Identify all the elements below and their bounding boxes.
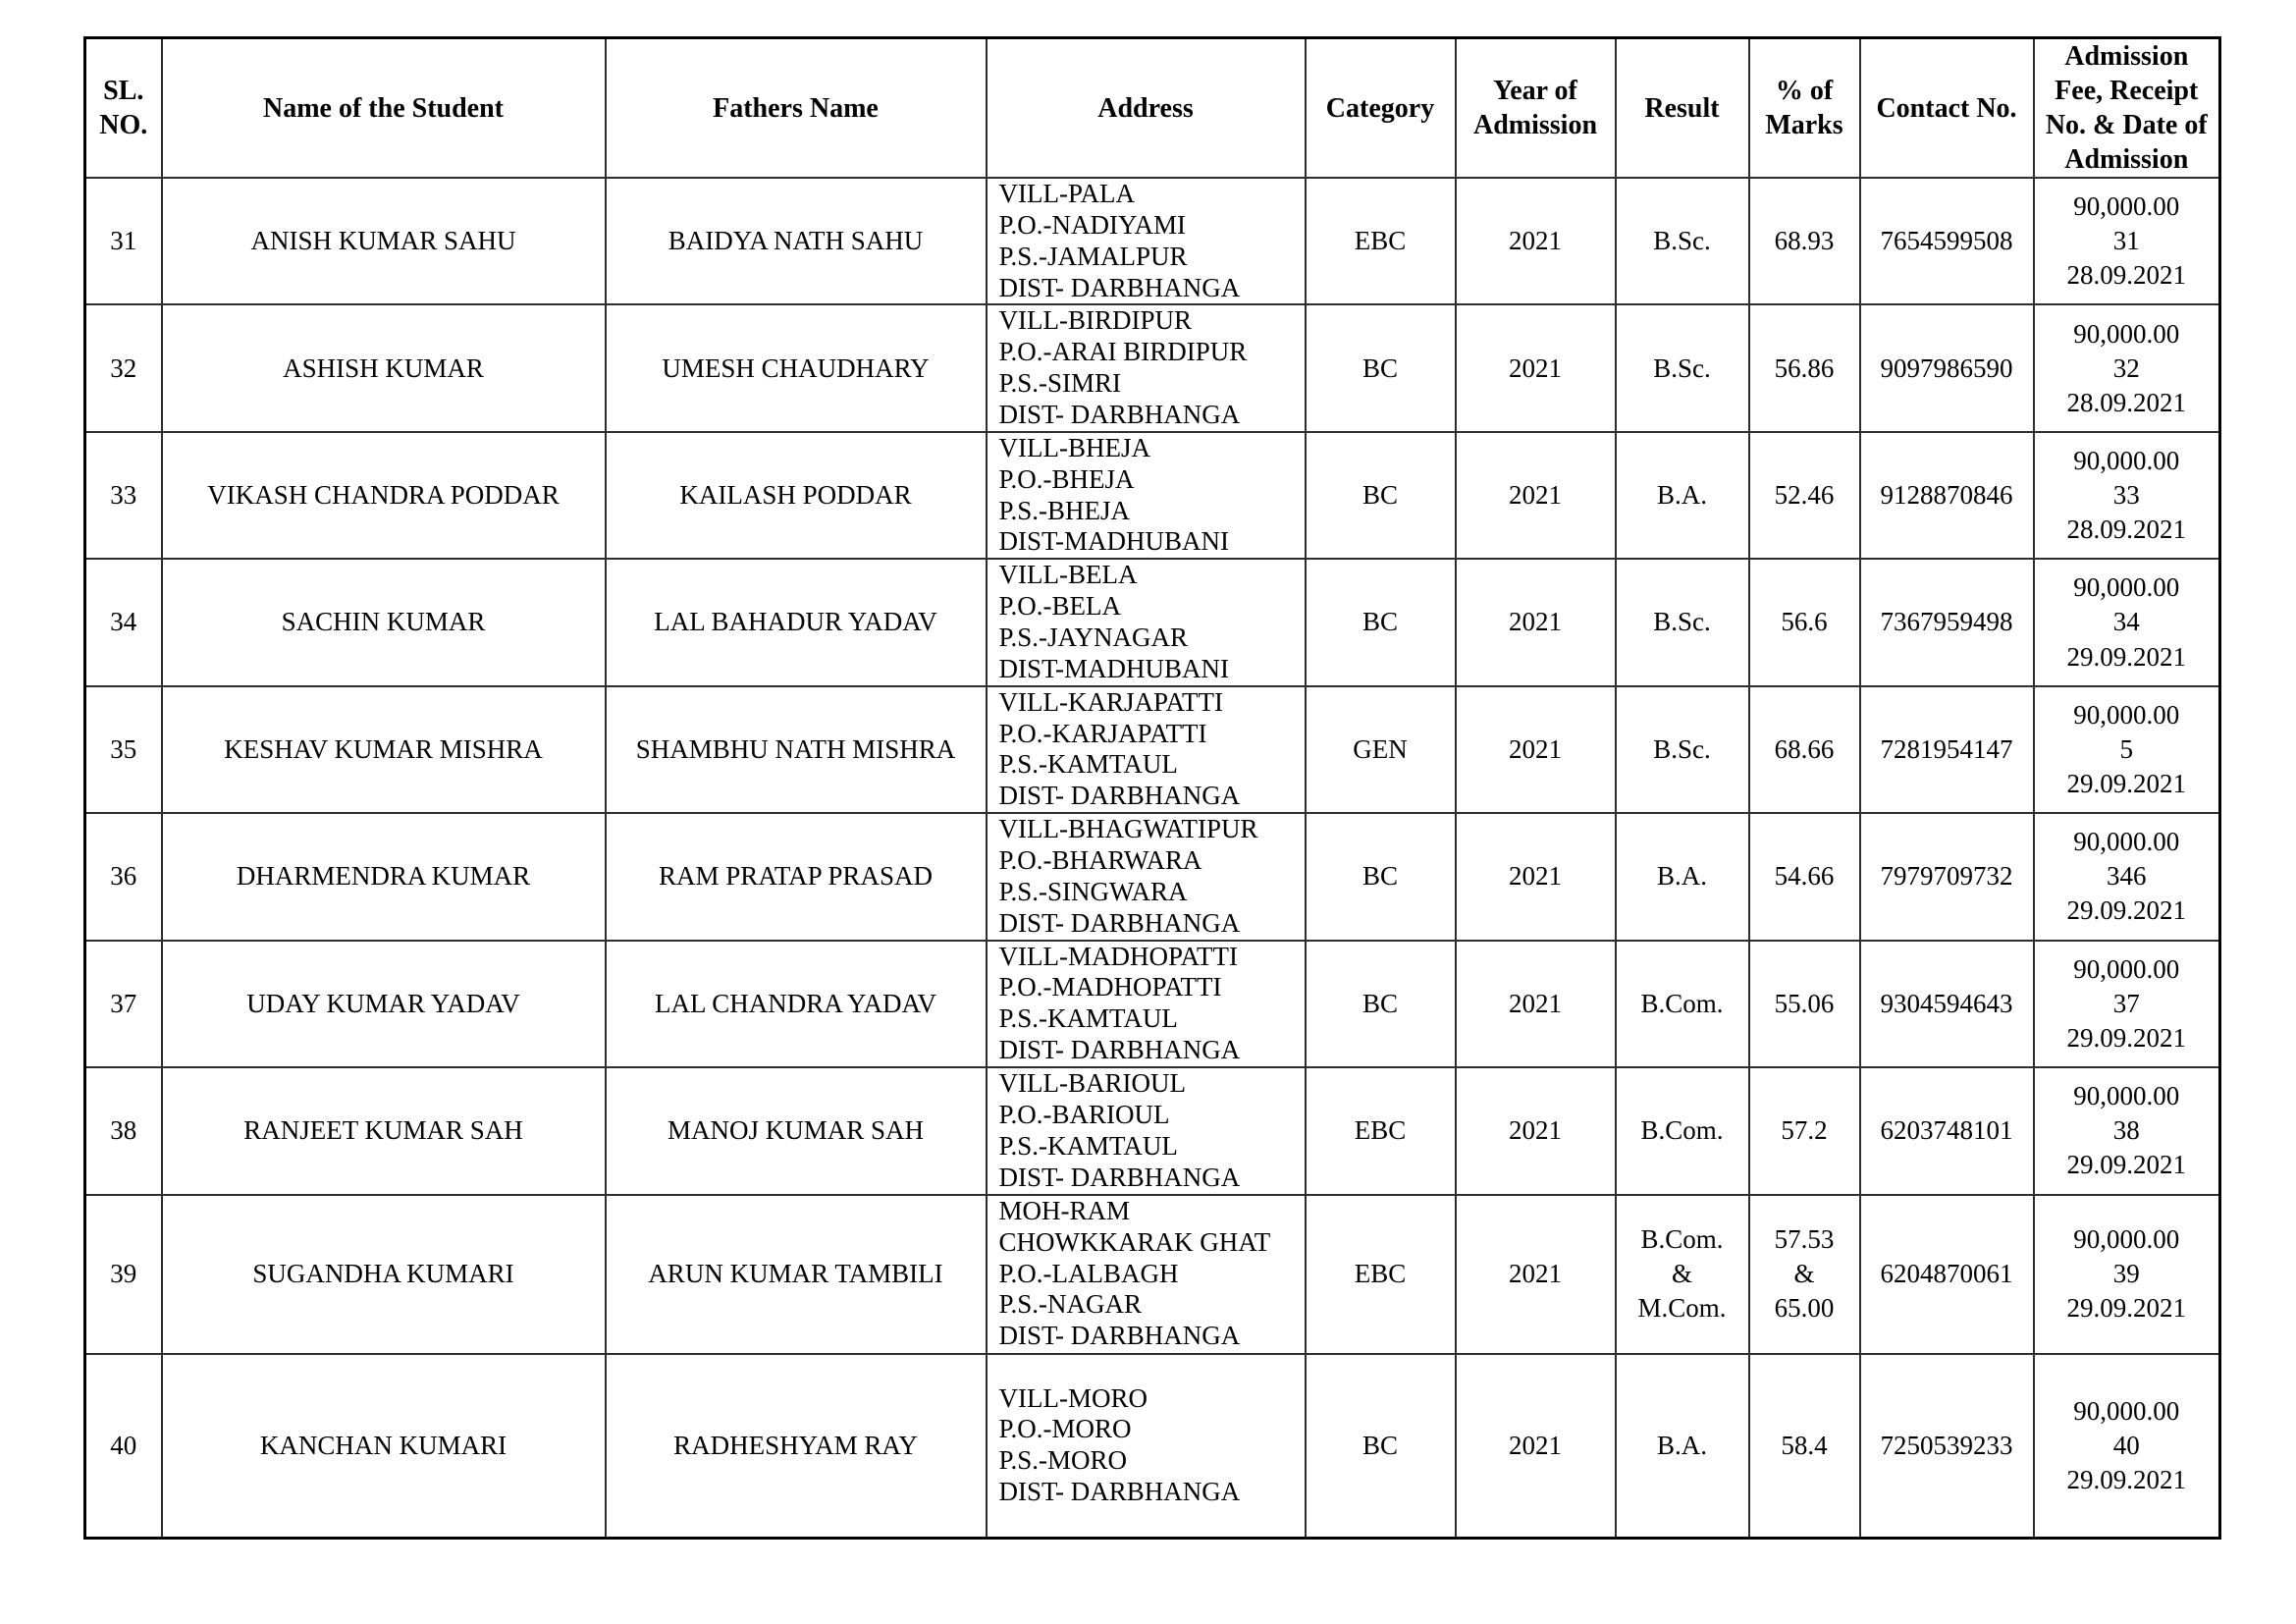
cell-fee: 90,000.00 39 29.09.2021 [2034, 1195, 2220, 1354]
header-row [85, 38, 2220, 179]
cell-contact: 7250539233 [1860, 1354, 2034, 1539]
cell-contact: 9128870846 [1860, 432, 2034, 559]
cell-name: ANISH KUMAR SAHU [162, 178, 606, 304]
cell-marks: 57.53 & 65.00 [1749, 1195, 1860, 1354]
cell-marks: 68.66 [1749, 686, 1860, 813]
table-row [85, 1195, 2220, 1354]
cell-name: VIKASH CHANDRA PODDAR [162, 432, 606, 559]
cell-year: 2021 [1456, 1067, 1616, 1194]
cell-father: LAL CHANDRA YADAV [606, 941, 987, 1067]
cell-year: 2021 [1456, 1195, 1616, 1354]
cell-contact: 6204870061 [1860, 1195, 2034, 1354]
cell-sl: 31 [85, 178, 162, 304]
table-body [85, 178, 2220, 1539]
table-row [85, 686, 2220, 813]
cell-result: B.Sc. [1616, 304, 1749, 431]
cell-father: KAILASH PODDAR [606, 432, 987, 559]
cell-category: EBC [1306, 1195, 1456, 1354]
cell-name: SUGANDHA KUMARI [162, 1195, 606, 1354]
cell-fee: 90,000.00 38 29.09.2021 [2034, 1067, 2220, 1194]
column-header-sl-no: SL. NO. [85, 38, 162, 179]
cell-result: B.Sc. [1616, 559, 1749, 685]
cell-father: UMESH CHAUDHARY [606, 304, 987, 431]
table-row [85, 559, 2220, 685]
cell-contact: 9097986590 [1860, 304, 2034, 431]
cell-result: B.Sc. [1616, 178, 1749, 304]
cell-father: RAM PRATAP PRASAD [606, 813, 987, 940]
cell-name: KANCHAN KUMARI [162, 1354, 606, 1539]
cell-sl: 40 [85, 1354, 162, 1539]
cell-contact: 7979709732 [1860, 813, 2034, 940]
cell-category: EBC [1306, 1067, 1456, 1194]
cell-name: UDAY KUMAR YADAV [162, 941, 606, 1067]
column-header-admission-fee: Admission Fee, Receipt No. & Date of Admission [2034, 38, 2220, 179]
cell-year: 2021 [1456, 813, 1616, 940]
cell-marks: 56.86 [1749, 304, 1860, 431]
cell-category: EBC [1306, 178, 1456, 304]
cell-category: BC [1306, 941, 1456, 1067]
cell-marks: 52.46 [1749, 432, 1860, 559]
cell-result: B.A. [1616, 813, 1749, 940]
cell-marks: 54.66 [1749, 813, 1860, 940]
table-row [85, 1067, 2220, 1194]
cell-sl: 36 [85, 813, 162, 940]
column-header-result: Result [1616, 38, 1749, 179]
cell-sl: 39 [85, 1195, 162, 1354]
cell-category: BC [1306, 1354, 1456, 1539]
cell-result: B.A. [1616, 1354, 1749, 1539]
cell-contact: 6203748101 [1860, 1067, 2034, 1194]
column-header-address: Address [987, 38, 1306, 179]
cell-address: VILL-KARJAPATTI P.O.-KARJAPATTI P.S.-KAMTAUL DIST- DARBHANGA [987, 686, 1306, 813]
cell-fee: 90,000.00 31 28.09.2021 [2034, 178, 2220, 304]
cell-marks: 56.6 [1749, 559, 1860, 685]
cell-year: 2021 [1456, 304, 1616, 431]
cell-category: BC [1306, 813, 1456, 940]
column-header-year-of-admission: Year of Admission [1456, 38, 1616, 179]
table-row [85, 304, 2220, 431]
cell-address: VILL-BARIOUL P.O.-BARIOUL P.S.-KAMTAUL DIST- DARBHANGA [987, 1067, 1306, 1194]
cell-address: VILL-BHEJA P.O.-BHEJA P.S.-BHEJA DIST-MADHUBANI [987, 432, 1306, 559]
table-row [85, 432, 2220, 559]
cell-name: SACHIN KUMAR [162, 559, 606, 685]
cell-name: RANJEET KUMAR SAH [162, 1067, 606, 1194]
cell-fee: 90,000.00 32 28.09.2021 [2034, 304, 2220, 431]
cell-father: SHAMBHU NATH MISHRA [606, 686, 987, 813]
cell-father: MANOJ KUMAR SAH [606, 1067, 987, 1194]
column-header-percent-of-marks: % of Marks [1749, 38, 1860, 179]
cell-contact: 7367959498 [1860, 559, 2034, 685]
cell-fee: 90,000.00 33 28.09.2021 [2034, 432, 2220, 559]
cell-father: ARUN KUMAR TAMBILI [606, 1195, 987, 1354]
cell-name: KESHAV KUMAR MISHRA [162, 686, 606, 813]
column-header-contact-no: Contact No. [1860, 38, 2034, 179]
table-row [85, 1354, 2220, 1539]
cell-fee: 90,000.00 40 29.09.2021 [2034, 1354, 2220, 1539]
cell-address: VILL-MORO P.O.-MORO P.S.-MORO DIST- DARBHANGA [987, 1354, 1306, 1539]
cell-sl: 38 [85, 1067, 162, 1194]
cell-result: B.Com. [1616, 941, 1749, 1067]
table-row [85, 941, 2220, 1067]
cell-father: LAL BAHADUR YADAV [606, 559, 987, 685]
table-row [85, 813, 2220, 940]
cell-marks: 58.4 [1749, 1354, 1860, 1539]
cell-address: VILL-PALA P.O.-NADIYAMI P.S.-JAMALPUR DIST- DARBHANGA [987, 178, 1306, 304]
cell-fee: 90,000.00 5 29.09.2021 [2034, 686, 2220, 813]
cell-category: BC [1306, 559, 1456, 685]
cell-contact: 7654599508 [1860, 178, 2034, 304]
table-row [85, 178, 2220, 304]
students-table [83, 36, 2221, 1540]
column-header-category: Category [1306, 38, 1456, 179]
cell-sl: 33 [85, 432, 162, 559]
cell-marks: 55.06 [1749, 941, 1860, 1067]
cell-address: VILL-BIRDIPUR P.O.-ARAI BIRDIPUR P.S.-SIMRI DIST- DARBHANGA [987, 304, 1306, 431]
cell-year: 2021 [1456, 686, 1616, 813]
cell-marks: 57.2 [1749, 1067, 1860, 1194]
cell-father: BAIDYA NATH SAHU [606, 178, 987, 304]
cell-address: VILL-MADHOPATTI P.O.-MADHOPATTI P.S.-KAMTAUL DIST- DARBHANGA [987, 941, 1306, 1067]
cell-result: B.A. [1616, 432, 1749, 559]
table-header [85, 38, 2220, 179]
column-header-student-name: Name of the Student [162, 38, 606, 179]
cell-father: RADHESHYAM RAY [606, 1354, 987, 1539]
cell-sl: 35 [85, 686, 162, 813]
cell-marks: 68.93 [1749, 178, 1860, 304]
cell-address: VILL-BHAGWATIPUR P.O.-BHARWARA P.S.-SINGWARA DIST- DARBHANGA [987, 813, 1306, 940]
cell-address: MOH-RAM CHOWKKARAK GHAT P.O.-LALBAGH P.S.-NAGAR DIST- DARBHANGA [987, 1195, 1306, 1354]
cell-category: GEN [1306, 686, 1456, 813]
cell-category: BC [1306, 304, 1456, 431]
cell-category: BC [1306, 432, 1456, 559]
cell-contact: 7281954147 [1860, 686, 2034, 813]
cell-name: DHARMENDRA KUMAR [162, 813, 606, 940]
cell-year: 2021 [1456, 432, 1616, 559]
cell-result: B.Com. [1616, 1067, 1749, 1194]
cell-fee: 90,000.00 346 29.09.2021 [2034, 813, 2220, 940]
cell-fee: 90,000.00 37 29.09.2021 [2034, 941, 2220, 1067]
cell-sl: 32 [85, 304, 162, 431]
cell-contact: 9304594643 [1860, 941, 2034, 1067]
column-header-fathers-name: Fathers Name [606, 38, 987, 179]
cell-name: ASHISH KUMAR [162, 304, 606, 431]
cell-year: 2021 [1456, 941, 1616, 1067]
cell-address: VILL-BELA P.O.-BELA P.S.-JAYNAGAR DIST-MADHUBANI [987, 559, 1306, 685]
cell-sl: 34 [85, 559, 162, 685]
cell-result: B.Com. & M.Com. [1616, 1195, 1749, 1354]
cell-sl: 37 [85, 941, 162, 1067]
cell-year: 2021 [1456, 1354, 1616, 1539]
cell-fee: 90,000.00 34 29.09.2021 [2034, 559, 2220, 685]
cell-year: 2021 [1456, 178, 1616, 304]
cell-year: 2021 [1456, 559, 1616, 685]
cell-result: B.Sc. [1616, 686, 1749, 813]
